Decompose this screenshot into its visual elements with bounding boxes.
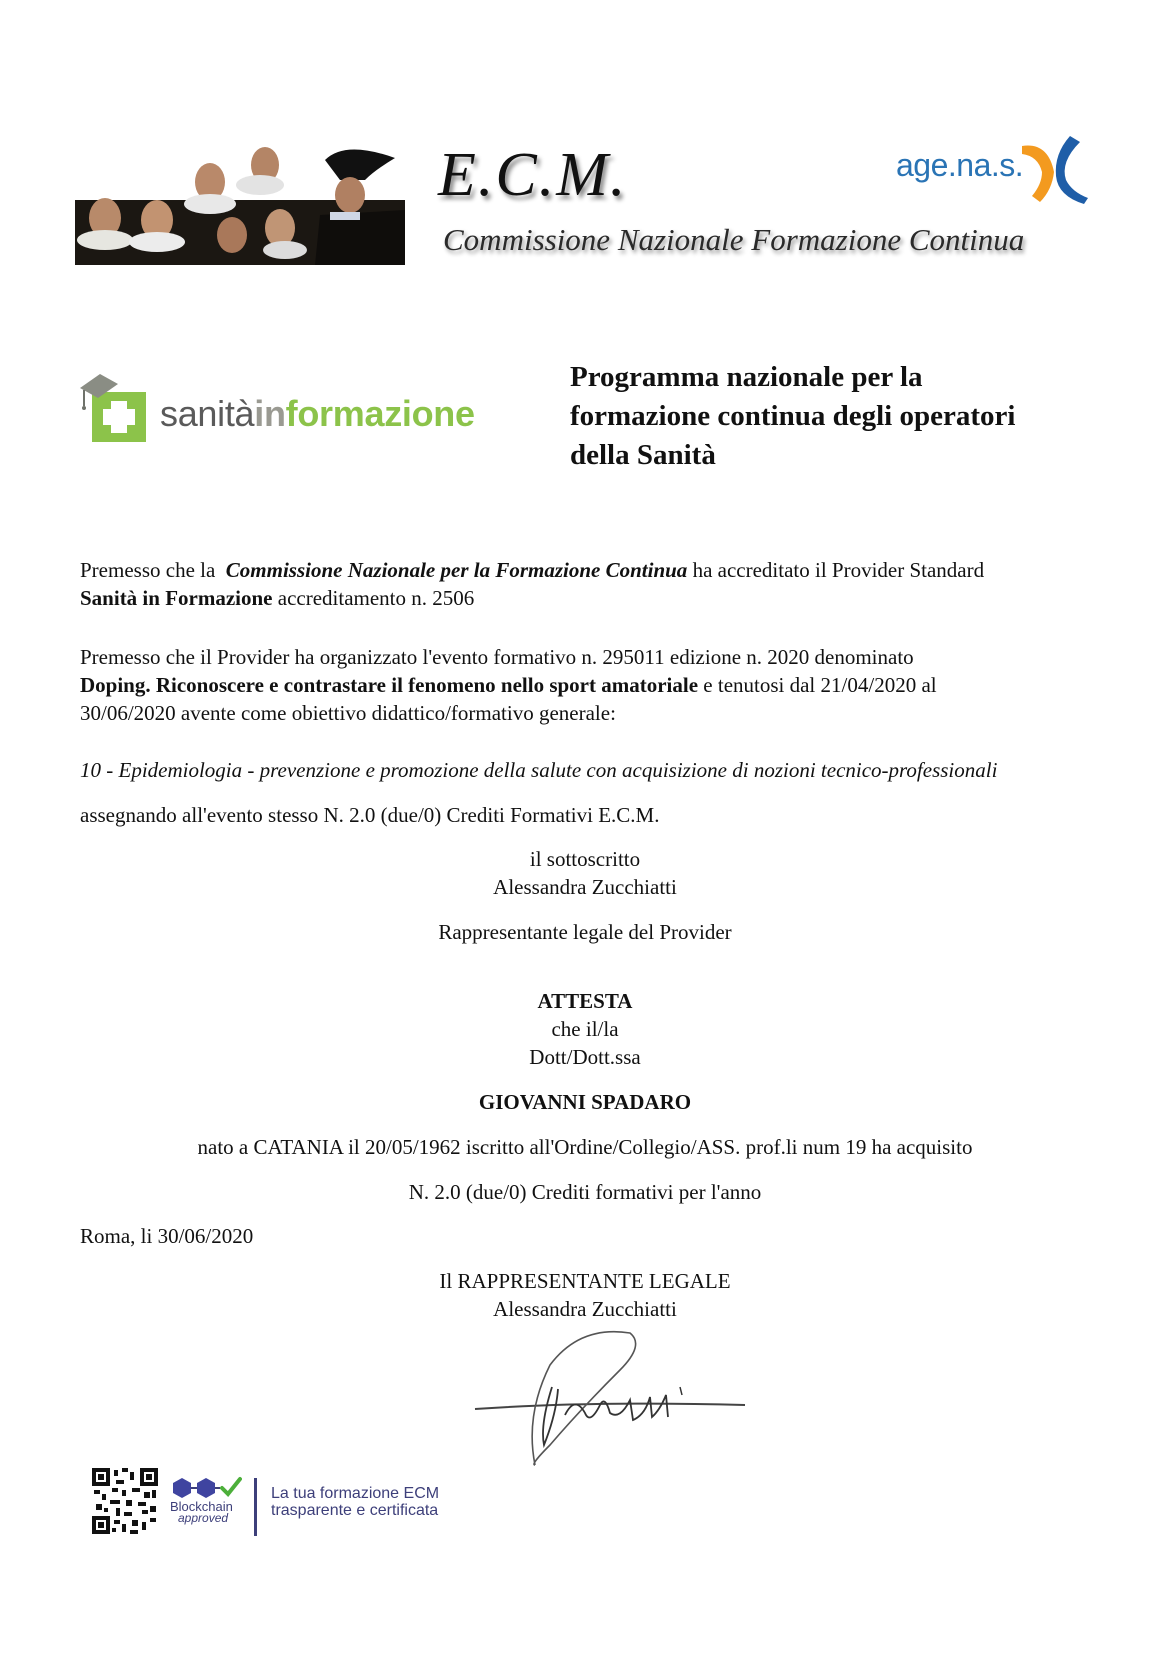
text: Premesso che la xyxy=(80,558,221,582)
logo-part-sanita: sanità xyxy=(160,393,255,434)
recipient-details: nato a CATANIA il 20/05/1962 iscritto all'Ordine/Collegio/ASS. prof.li num 19 ha acquisito xyxy=(197,1135,973,1159)
blockchain-approved-icon xyxy=(172,1476,242,1498)
objective: 10 - Epidemiologia - prevenzione e promozione della salute con acquisizione di nozioni tecnico-professionali xyxy=(80,758,998,782)
sanita-in-formazione-logo-icon xyxy=(78,372,158,444)
agenas-logo-icon xyxy=(1018,132,1090,204)
footer-tagline-line1: La tua formazione ECM xyxy=(271,1485,440,1502)
commission-name: Commissione Nazionale per la Formazione Continua xyxy=(225,558,688,582)
text: ha accreditato il Provider Standard xyxy=(687,558,985,582)
signatory-intro: il sottoscritto xyxy=(529,847,641,871)
signature-image xyxy=(470,1325,750,1475)
approved-label: approved xyxy=(178,1511,229,1525)
text: Premesso che il Provider ha organizzato l'evento formativo n. 295011 edizione n. 2020 denominato xyxy=(80,645,914,669)
footer-tagline-line2: trasparente e certificata xyxy=(271,1502,439,1519)
credits-assigned: assegnando all'evento stesso N. 2.0 (due/0) Crediti Formativi E.C.M. xyxy=(80,803,660,827)
program-title-line: della Sanità xyxy=(570,439,716,471)
blockchain-label: Blockchain xyxy=(170,1499,233,1514)
signatory-name: Alessandra Zucchiatti xyxy=(493,875,677,899)
attesta-title: Dott/Dott.ssa xyxy=(529,1045,641,1069)
ecm-subtitle: Commissione Nazionale Formazione Continua xyxy=(443,222,1025,257)
event-paragraph xyxy=(80,643,1090,727)
place-date: Roma, li 30/06/2020 xyxy=(80,1224,254,1248)
text: accreditamento n. 2506 xyxy=(272,586,475,610)
attesta-line: che il/la xyxy=(551,1017,619,1041)
attesta-heading: ATTESTA xyxy=(537,989,633,1013)
credits-acquired: N. 2.0 (due/0) Crediti formativi per l'anno xyxy=(408,1180,762,1204)
closing-title: Il RAPPRESENTANTE LEGALE xyxy=(439,1269,731,1293)
signatory-role: Rappresentante legale del Provider xyxy=(438,920,732,944)
program-title xyxy=(570,358,1110,475)
ecm-title: E.C.M. xyxy=(438,141,628,209)
sanita-in-formazione-logo-text xyxy=(160,392,475,436)
program-title-line: formazione continua degli operatori xyxy=(570,400,1016,432)
program-title-line: Programma nazionale per la xyxy=(570,361,923,393)
recipient-name: GIOVANNI SPADARO xyxy=(478,1090,692,1114)
logo-part-in: in xyxy=(254,393,286,434)
accreditation-paragraph xyxy=(80,556,1090,612)
anatomy-lesson-painting xyxy=(75,140,405,265)
event-title: Doping. Riconoscere e contrastare il fenomeno nello sport amatoriale xyxy=(80,673,699,697)
provider-name: Sanità in Formazione xyxy=(80,586,273,610)
text: e tenutosi dal 21/04/2020 al xyxy=(698,673,937,697)
text: 30/06/2020 avente come obiettivo didattico/formativo generale: xyxy=(80,701,616,725)
footer-divider xyxy=(254,1478,257,1536)
logo-part-formazione: formazione xyxy=(285,393,475,434)
qr-code[interactable] xyxy=(92,1468,158,1534)
agenas-logo-text: age.na.s. xyxy=(896,147,1024,183)
closing-name: Alessandra Zucchiatti xyxy=(493,1297,677,1321)
